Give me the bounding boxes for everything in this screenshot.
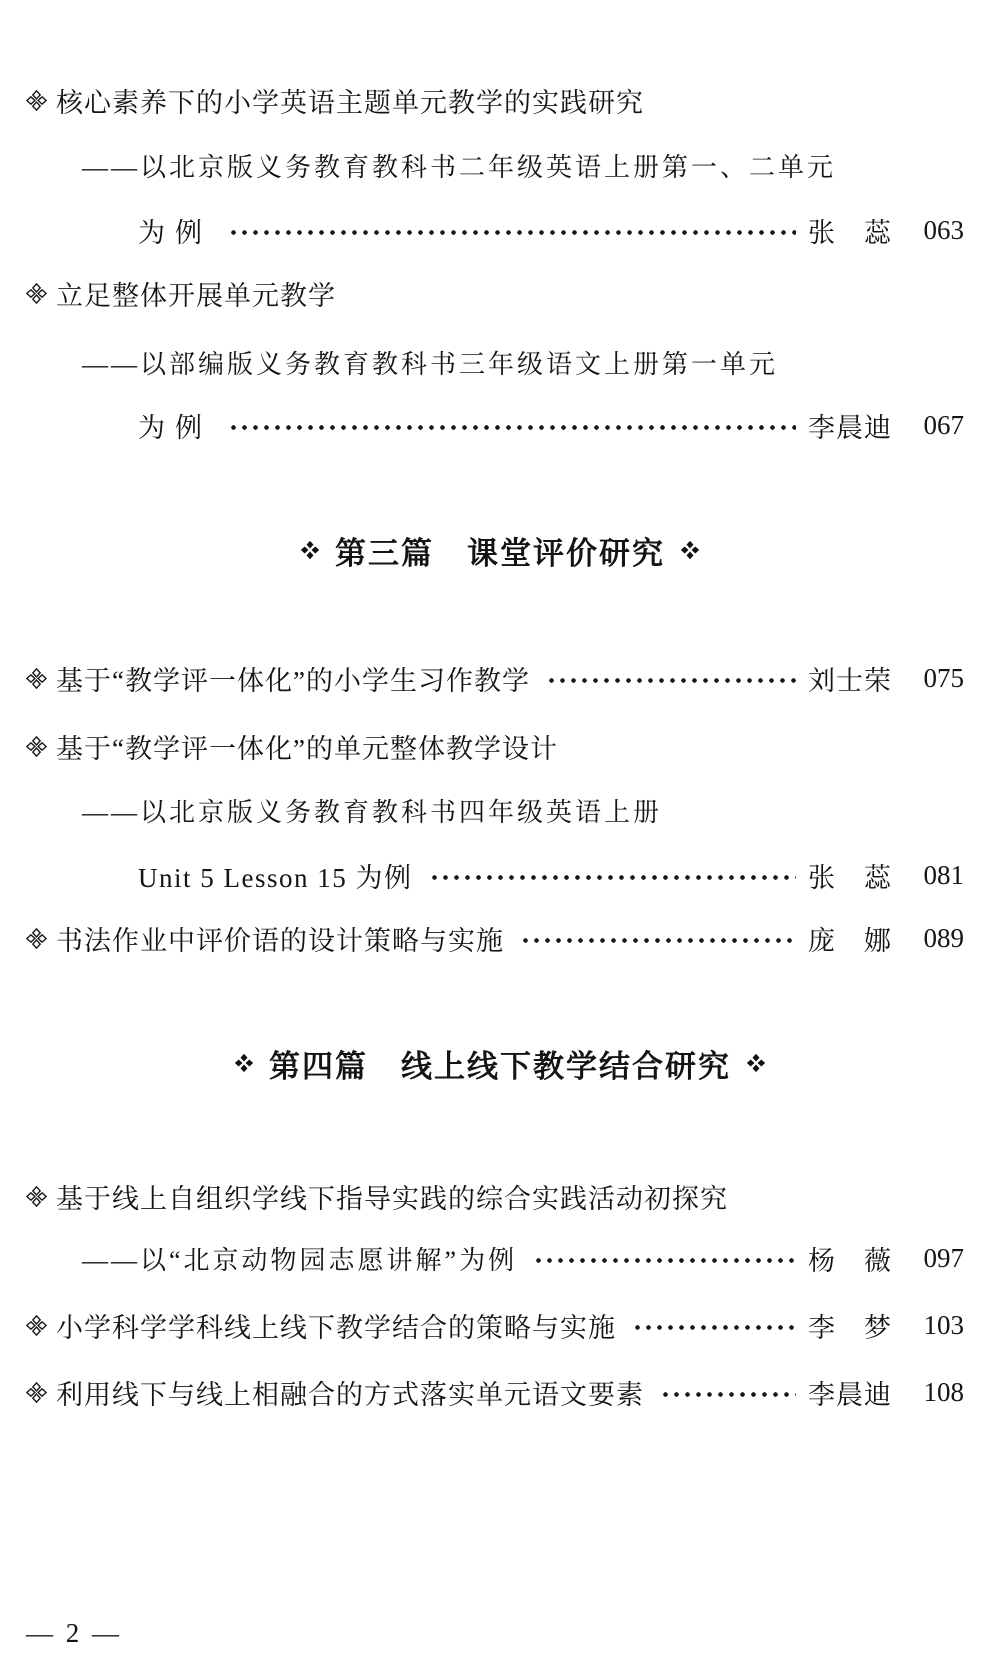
toc-entry-row (26, 661, 964, 695)
toc-entry-subtitle: ——以部编版义务教育教科书三年级语文上册第一单元 (82, 349, 779, 379)
toc-entry-leader-row (138, 213, 964, 247)
toc-entry-leader-row (138, 858, 964, 892)
toc-entry-tail: 为例 (138, 412, 212, 443)
toc-entry-title: 基于线上自组织学线下指导实践的综合实践活动初探究 (56, 1183, 728, 1214)
author-name: 张 蕊 (808, 862, 892, 893)
page-number: 103 (923, 1309, 964, 1340)
toc-entry-title-row (26, 83, 644, 117)
toc-entry-row (26, 921, 964, 955)
toc-entry-leader-row (138, 408, 964, 442)
author-name: 刘士荣 (808, 665, 892, 696)
entry-bullet-icon (26, 736, 47, 757)
page-number: 063 (923, 214, 964, 245)
dot-leader (520, 938, 796, 943)
page-number: 067 (923, 409, 964, 440)
toc-entry-title: 小学科学学科线上线下教学结合的策略与实施 (56, 1312, 616, 1343)
toc-entry-tail: Unit 5 Lesson 15 为例 (138, 862, 413, 893)
toc-entry-title: 书法作业中评价语的设计策略与实施 (56, 925, 504, 956)
toc-entry-tail: 为例 (138, 217, 212, 248)
toc-entry-leader-row (82, 1241, 964, 1275)
toc-entry-title-row (26, 276, 336, 310)
toc-entry-title: 基于“教学评一体化”的单元整体教学设计 (56, 733, 558, 764)
entry-bullet-icon (26, 1186, 47, 1207)
page-number: 075 (923, 662, 964, 693)
toc-entry-title: 核心素养下的小学英语主题单元教学的实践研究 (56, 87, 644, 118)
author-name: 杨 薇 (808, 1245, 892, 1276)
section-ornament-icon (234, 1053, 254, 1073)
author-name: 李 梦 (808, 1312, 892, 1343)
section-title: 第三篇 课堂评价研究 (335, 535, 665, 571)
entry-bullet-icon (26, 1315, 47, 1336)
footer-page-number: — 2 — (26, 1618, 122, 1648)
toc-entry-row (26, 1308, 964, 1342)
toc-entry-subtitle: ——以北京版义务教育教科书二年级英语上册第一、二单元 (82, 152, 837, 182)
toc-entry-subtitle: ——以“北京动物园志愿讲解”为例 (82, 1245, 518, 1275)
author-name: 张 蕊 (808, 217, 892, 248)
section-title: 第四篇 线上线下教学结合研究 (269, 1048, 731, 1084)
toc-entry-subtitle-row (82, 345, 778, 379)
page-number: 089 (923, 922, 964, 953)
entry-bullet-icon (26, 668, 47, 689)
author-name: 李晨迪 (808, 412, 892, 443)
toc-entry-title-row (26, 1179, 728, 1213)
toc-entry-subtitle-row (82, 148, 836, 182)
dot-leader (228, 230, 796, 235)
toc-entry-title: 立足整体开展单元教学 (56, 280, 336, 311)
entry-bullet-icon (26, 1382, 47, 1403)
toc-entry-row (26, 1375, 964, 1409)
entry-bullet-icon (26, 283, 47, 304)
page-number: 108 (923, 1376, 964, 1407)
dot-leader (632, 1325, 796, 1330)
entry-bullet-icon (26, 90, 47, 111)
section-ornament-icon (300, 540, 320, 560)
dot-leader (546, 678, 796, 683)
toc-entry-title: 基于“教学评一体化”的小学生习作教学 (56, 665, 530, 696)
author-name: 李晨迪 (808, 1379, 892, 1410)
entry-bullet-icon (26, 928, 47, 949)
section-ornament-icon (746, 1053, 766, 1073)
author-name: 庞 娜 (808, 925, 892, 956)
dot-leader (429, 875, 797, 880)
toc-entry-subtitle: ——以北京版义务教育教科书四年级英语上册 (82, 797, 663, 827)
toc-entry-title-row (26, 729, 558, 763)
dot-leader (228, 425, 796, 430)
toc-entry-title: 利用线下与线上相融合的方式落实单元语文要素 (56, 1379, 644, 1410)
section-header (0, 1044, 1000, 1082)
page-number: 081 (923, 859, 964, 890)
section-header (0, 531, 1000, 569)
toc-entry-subtitle-row (82, 793, 662, 827)
page-number: 097 (923, 1242, 964, 1273)
dot-leader (533, 1258, 796, 1263)
section-ornament-icon (680, 540, 700, 560)
dot-leader (660, 1392, 796, 1397)
